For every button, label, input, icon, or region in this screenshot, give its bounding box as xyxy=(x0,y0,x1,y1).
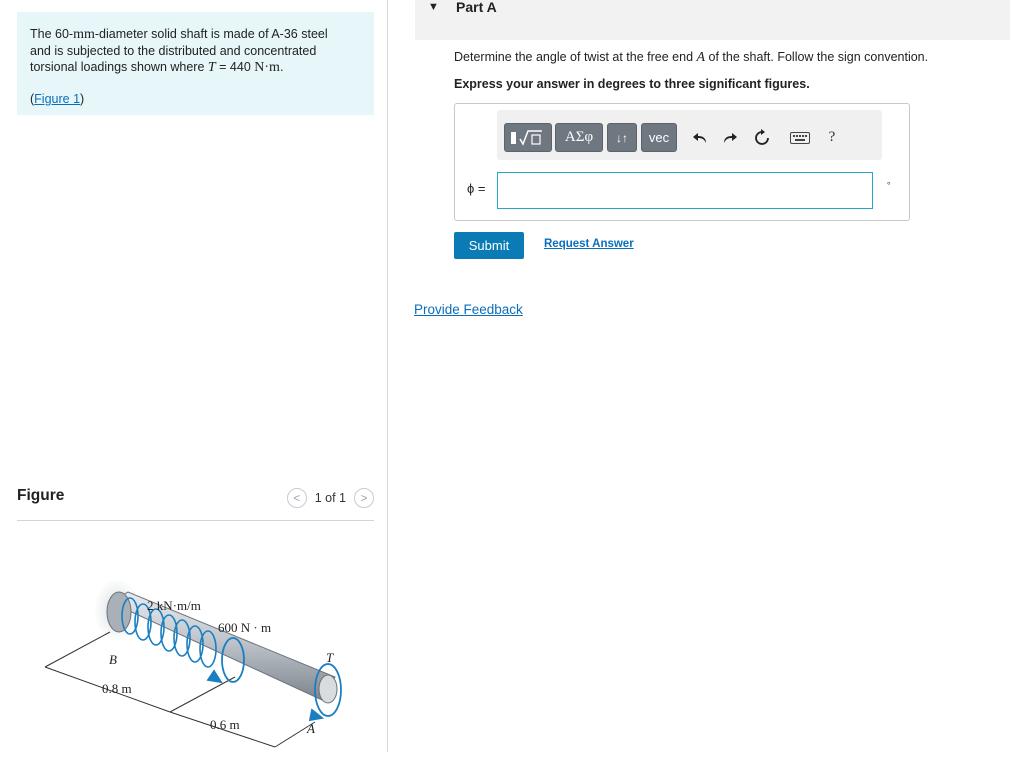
figure-pager xyxy=(287,488,374,508)
point-A-label: A xyxy=(307,721,315,736)
next-figure-button[interactable] xyxy=(354,488,374,508)
shaft-figure xyxy=(30,572,370,752)
part-title: Part A xyxy=(456,0,497,15)
vector-button[interactable] xyxy=(641,123,677,152)
request-answer-link[interactable]: Request Answer xyxy=(544,238,634,250)
keyboard-button[interactable] xyxy=(787,123,813,152)
chevron-left-icon: < xyxy=(293,491,301,505)
reset-icon xyxy=(753,129,771,147)
prev-figure-button[interactable] xyxy=(287,488,307,508)
point-T-label: T xyxy=(326,650,334,665)
problem-text-2: and is subjected to the distributed and concentrated xyxy=(30,44,317,58)
distributed-load-label: 2 kN·m/m xyxy=(147,598,201,613)
answer-box xyxy=(454,103,910,221)
help-button[interactable] xyxy=(821,123,843,152)
answer-instruction: Express your answer in degrees to three significant figures. xyxy=(454,77,810,91)
figure-header xyxy=(17,486,374,521)
submit-button[interactable]: Submit xyxy=(454,232,524,259)
left-panel xyxy=(0,0,387,752)
question-text xyxy=(454,50,928,66)
provide-feedback-link[interactable]: Provide Feedback xyxy=(414,302,523,317)
redo-button[interactable] xyxy=(719,123,741,152)
T-symbol: T xyxy=(207,60,216,75)
shaft-diagram xyxy=(30,572,370,752)
A-symbol: A xyxy=(696,50,706,65)
reset-button[interactable] xyxy=(751,123,773,152)
chevron-right-icon: > xyxy=(360,491,368,505)
paren-open: ( xyxy=(30,92,35,106)
question-text-a: Determine the angle of twist at the free end xyxy=(454,50,697,64)
dimension-0-8-label: 0.8 m xyxy=(102,681,132,696)
answer-input[interactable] xyxy=(497,172,873,209)
figure-link-wrapper xyxy=(30,91,84,107)
problem-text-1: The 60- xyxy=(30,27,74,41)
problem-text xyxy=(30,26,361,76)
shaft-free-end xyxy=(319,675,337,703)
problem-text-3a: torsional loadings shown where xyxy=(30,60,208,74)
dimension-0-6-label: 0.6 m xyxy=(210,717,240,732)
undo-button[interactable] xyxy=(689,123,711,152)
figure-title: Figure xyxy=(17,487,65,504)
help-icon: ? xyxy=(828,129,836,145)
point-B-label: B xyxy=(109,652,117,667)
problem-text-1b: -diameter solid shaft is made of A-36 steel xyxy=(94,27,328,41)
question-text-b: of the shaft. Follow the sign convention. xyxy=(705,50,929,64)
problem-statement xyxy=(17,12,374,115)
math-toolbar xyxy=(497,110,882,160)
problem-text-3c: . xyxy=(279,60,284,74)
up-down-arrows-icon: ↓↑ xyxy=(616,130,628,145)
dimension-lines xyxy=(45,632,315,747)
mm-unit: mm xyxy=(73,27,95,42)
part-header[interactable] xyxy=(415,0,1010,40)
redo-icon xyxy=(722,131,738,145)
vec-label: vec xyxy=(648,130,670,145)
undo-icon xyxy=(692,131,708,145)
degree-unit: ∘ xyxy=(886,178,892,188)
torque-unit: N·m xyxy=(254,60,280,75)
greek-symbols-label: ΑΣφ xyxy=(564,129,594,145)
answer-label: ϕ = xyxy=(467,181,486,196)
templates-button[interactable] xyxy=(504,123,552,152)
figure-link[interactable]: Figure 1 xyxy=(34,92,81,106)
caret-down-icon[interactable]: ▼ xyxy=(428,1,439,13)
panel-divider xyxy=(387,0,388,752)
concentrated-load-label: 600 N · m xyxy=(218,620,272,635)
paren-close: ) xyxy=(80,92,85,106)
greek-symbols-button[interactable] xyxy=(555,123,603,152)
problem-text-3b: = 440 xyxy=(215,60,255,74)
keyboard-icon xyxy=(790,132,810,144)
fraction-root-icon xyxy=(508,128,548,148)
figure-page-count: 1 of 1 xyxy=(314,491,346,505)
subscript-button[interactable] xyxy=(607,123,637,152)
